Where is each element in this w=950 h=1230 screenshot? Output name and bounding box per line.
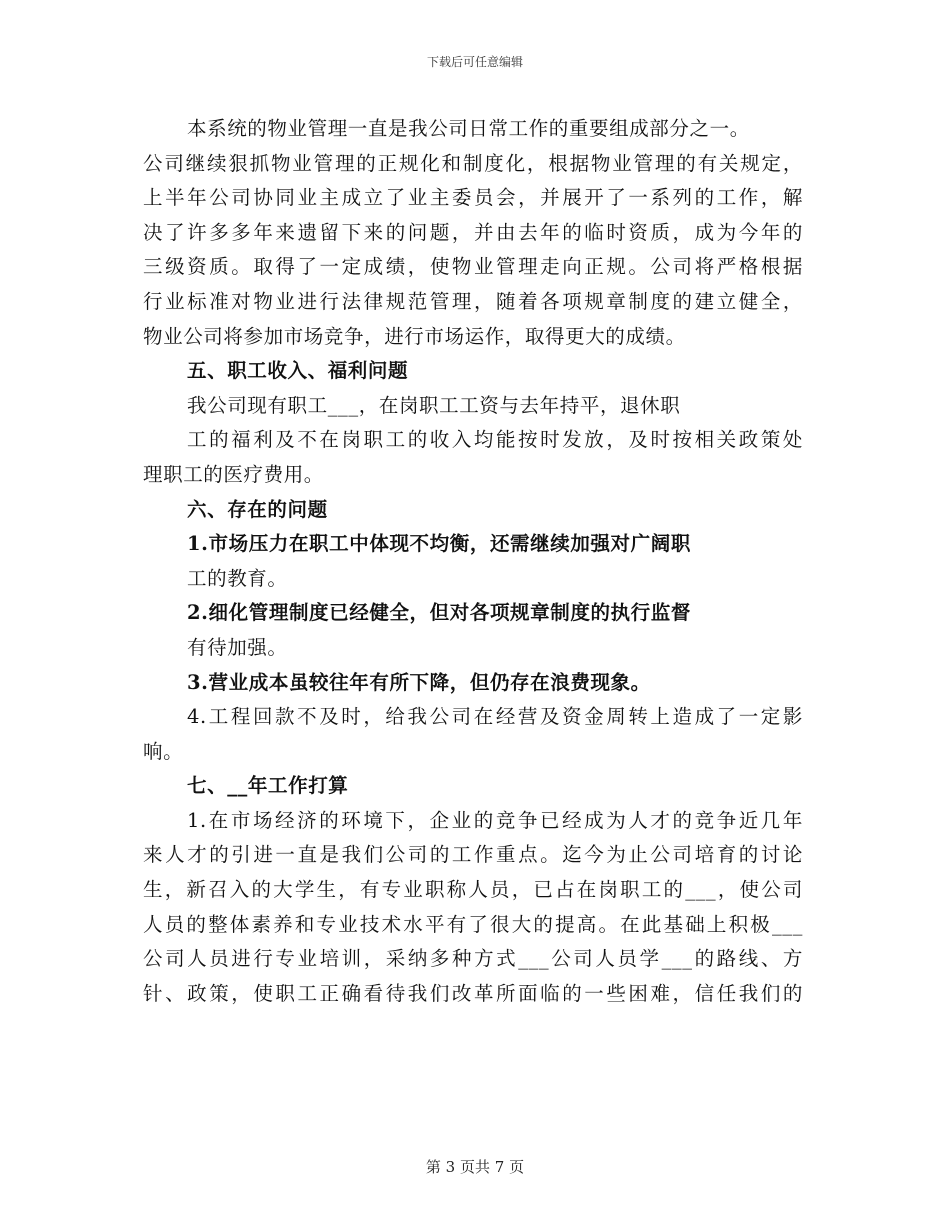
text-line: 针、政策，使职工正确看待我们改革所面临的一些困难，信任我们的 [143,981,803,1005]
page-header: 下载后可任意编辑 [426,55,523,69]
issue-item-4: 4.工程回款不及时，给我公司在经营及资金周转上造成了一定影 [187,705,803,729]
text-line: 三级资质。取得了一定成绩，使物业管理走向正规。公司将严格根据 [143,255,803,279]
text-line: 公司继续狠抓物业管理的正规化和制度化，根据物业管理的有关规定， [143,151,803,175]
issue-item-4-cont: 响。 [143,739,184,763]
paragraph-staff-income [143,389,803,493]
paragraph-property-management [143,112,803,354]
page-footer: 第 3 页共 7 页 [425,1158,525,1176]
issue-item-3: 3.营业成本虽较往年有所下降，但仍存在浪费现象。 [187,670,651,694]
paragraph-work-plan [143,804,803,1012]
text-line: 物业公司将参加市场竞争，进行市场运作，取得更大的成绩。 [143,324,686,348]
text-line: 理职工的医疗费用。 [143,462,324,486]
section-heading-5: 五、职工收入、福利问题 [187,359,409,383]
text-line: 本系统的物业管理一直是我公司日常工作的重要组成部分之一。 [187,117,750,140]
section-heading-7: 七、__年工作打算 [187,774,349,798]
text-line: 决了许多多年来遗留下来的问题，并由去年的临时资质，成为今年的 [143,220,803,244]
issue-item-1-cont: 工的教育。 [187,566,288,590]
text-line: 来人才的引进一直是我们公司的工作重点。迄今为止公司培育的讨论 [143,843,803,867]
text-line: 人员的整体素养和专业技术水平有了很大的提高。在此基础上积极___ [143,912,803,936]
text-line: 1.在市场经济的环境下，企业的竞争已经成为人才的竞争近几年 [187,808,803,832]
text-line: 工的福利及不在岗职工的收入均能按时发放，及时按相关政策处 [187,428,803,452]
text-line: 上半年公司协同业主成立了业主委员会，并展开了一系列的工作，解 [143,186,803,210]
text-line: 行业标准对物业进行法律规范管理，随着各项规章制度的建立健全， [143,289,803,313]
issue-item-2: 2.细化管理制度已经健全，但对各项规章制度的执行监督 [187,601,691,625]
section-heading-6: 六、存在的问题 [187,497,328,521]
document-body [143,112,803,1011]
issue-item-1: 1.市场压力在职工中体现不均衡，还需继续加强对广阔职 [187,532,691,556]
text-line: 生，新召入的大学生，有专业职称人员，已占在岗职工的___，使公司 [143,878,803,902]
issue-item-2-cont: 有待加强。 [187,635,288,659]
text-line: 我公司现有职工___，在岗职工工资与去年持平，退休职 [187,393,681,417]
text-line: 公司人员进行专业培训，采纳多种方式___公司人员学___的路线、方 [143,947,803,971]
